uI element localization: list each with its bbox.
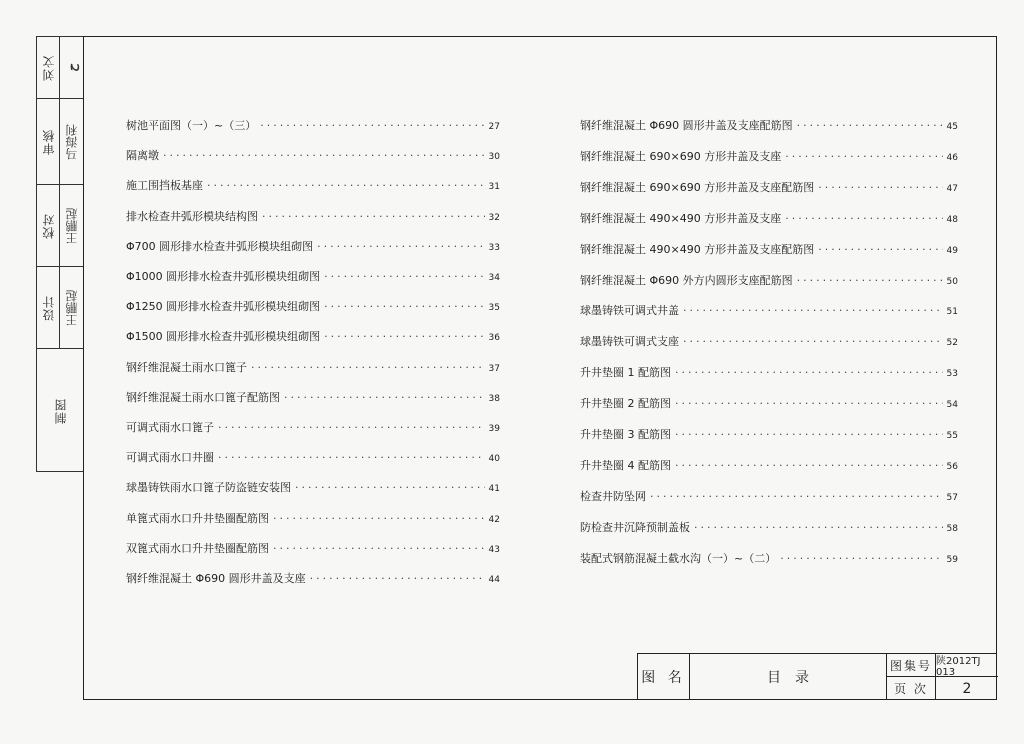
toc-entry-title: 单篦式雨水口升井垫圈配筋图 bbox=[126, 511, 269, 525]
strip-signature: ح bbox=[64, 63, 79, 72]
toc-entry-page: 50 bbox=[946, 276, 958, 287]
toc-entry-title: 球墨铸铁可调式井盖 bbox=[580, 304, 679, 318]
toc-leader-dots bbox=[675, 428, 943, 441]
toc-entry-page: 54 bbox=[946, 400, 958, 411]
toc-entry-page: 49 bbox=[946, 245, 958, 256]
toc-entry bbox=[580, 488, 958, 504]
toc-entry bbox=[580, 241, 958, 257]
toc-entry bbox=[580, 364, 958, 380]
strip-name: 王鹏起 bbox=[65, 289, 79, 326]
strip-name: 刘文 bbox=[37, 37, 60, 98]
toc-entry-title: 装配式钢筋混凝土截水沟（一）~（二） bbox=[580, 551, 777, 565]
toc-entry-page: 27 bbox=[488, 122, 500, 132]
toc-entry-title: 可调式雨水口篦子 bbox=[126, 421, 214, 434]
toc-leader-dots bbox=[284, 391, 485, 404]
toc-leader-dots bbox=[262, 210, 485, 223]
toc-entry-page: 53 bbox=[946, 369, 958, 380]
toc-leader-dots bbox=[797, 119, 943, 132]
toc-entry-title: 钢纤维混凝土 Φ690 圆形井盖及支座 bbox=[126, 572, 306, 585]
toc-entry bbox=[126, 117, 500, 133]
toc-entry-page: 57 bbox=[946, 492, 958, 503]
toc-entry bbox=[126, 510, 500, 526]
toc-entry bbox=[126, 479, 500, 495]
toc-entry bbox=[126, 268, 500, 284]
toc-leader-dots bbox=[675, 366, 943, 379]
toc-leader-dots bbox=[675, 397, 943, 410]
strip-label: 审核 bbox=[37, 99, 60, 184]
atlas-number-row bbox=[887, 654, 998, 677]
toc-leader-dots bbox=[163, 149, 485, 162]
toc-entry-page: 31 bbox=[488, 182, 500, 193]
toc-leader-dots bbox=[650, 490, 943, 503]
toc-leader-dots bbox=[694, 521, 943, 534]
strip-name: 王鹏起 bbox=[65, 207, 79, 244]
toc-entry-title: Φ700 圆形排水检查井弧形模块组砌图 bbox=[126, 239, 314, 253]
toc-entry-page: 34 bbox=[488, 273, 500, 283]
toc-entry bbox=[126, 328, 500, 344]
toc-entry bbox=[126, 389, 500, 405]
toc-entry-page: 41 bbox=[488, 484, 500, 495]
toc-leader-dots bbox=[785, 150, 942, 163]
toc-entry-title: 施工围挡板基座 bbox=[126, 179, 203, 193]
strip-label: 校对 bbox=[37, 185, 60, 266]
toc-entry-page: 35 bbox=[488, 303, 500, 314]
toc-entry-title: Φ1500 圆形排水检查井弧形模块组砌图 bbox=[126, 330, 321, 344]
page-number-value: 2 bbox=[962, 680, 972, 697]
toc-entry-title: 钢纤维混凝土雨水口篦子配筋图 bbox=[126, 390, 280, 404]
strip-row-2 bbox=[37, 99, 83, 185]
toc-leader-dots bbox=[818, 243, 942, 256]
toc-entry-page: 58 bbox=[946, 523, 958, 534]
toc-leader-dots bbox=[797, 274, 943, 287]
toc-entry-title: 钢纤维混凝土 690×690 方形井盖及支座配筋图 bbox=[580, 180, 815, 194]
toc-entry-title: 检查井防坠网 bbox=[580, 489, 646, 503]
toc-entry-page: 42 bbox=[488, 514, 500, 525]
toc-entry-page: 56 bbox=[946, 461, 958, 472]
toc-entry bbox=[126, 540, 500, 556]
atlas-number-value: 陕2012TJ 013 bbox=[936, 656, 981, 678]
toc-entry bbox=[580, 550, 958, 566]
toc-leader-dots bbox=[273, 542, 485, 555]
toc-entry-title: 钢纤维混凝土 Φ690 圆形井盖及支座配筋图 bbox=[580, 119, 793, 132]
toc-leader-dots bbox=[251, 361, 485, 374]
toc-entry bbox=[580, 302, 958, 318]
toc-entry-title: 钢纤维混凝土 490×490 方形井盖及支座 bbox=[580, 211, 782, 225]
toc-leader-dots bbox=[675, 459, 943, 472]
toc-entry-page: 55 bbox=[946, 431, 958, 441]
toc-entry-page: 45 bbox=[946, 122, 958, 132]
toc-entry bbox=[580, 179, 958, 195]
toc-entry-page: 32 bbox=[488, 212, 500, 223]
toc-entry bbox=[580, 519, 958, 535]
toc-leader-dots bbox=[683, 335, 943, 348]
toc-entry-title: Φ1000 圆形排水检查井弧形模块组砌图 bbox=[126, 270, 321, 283]
toc-entry-title: 钢纤维混凝土 490×490 方形井盖及支座配筋图 bbox=[580, 242, 815, 256]
toc-entry-page: 52 bbox=[946, 338, 958, 349]
toc-entry-page: 40 bbox=[488, 454, 500, 465]
strip-row-3 bbox=[37, 185, 83, 267]
strip-name: 马海利 bbox=[65, 123, 79, 160]
toc-leader-dots bbox=[780, 552, 942, 565]
toc-entry bbox=[580, 457, 958, 473]
toc-entry-title: 钢纤维混凝土雨水口篦子 bbox=[126, 360, 247, 374]
toc-entry-page: 39 bbox=[488, 424, 500, 434]
toc-leader-dots bbox=[683, 304, 943, 317]
toc-entry-title: 双篦式雨水口升井垫圈配筋图 bbox=[126, 541, 269, 555]
toc-entry-title: 树池平面图（一）~（三） bbox=[126, 119, 257, 132]
toc-leader-dots bbox=[207, 179, 485, 192]
toc-entry bbox=[126, 419, 500, 435]
toc-entry-page: 46 bbox=[946, 152, 958, 163]
toc-entry bbox=[126, 298, 500, 314]
toc-leader-dots bbox=[324, 330, 484, 343]
title-block bbox=[637, 653, 997, 700]
page-number-row bbox=[887, 677, 998, 700]
toc-entry-page: 59 bbox=[946, 554, 958, 565]
toc-entry bbox=[580, 426, 958, 442]
toc-leader-dots bbox=[295, 481, 485, 494]
toc-entry-page: 47 bbox=[946, 183, 958, 194]
title-block-name-value: 目 录 bbox=[690, 654, 887, 700]
toc-entry bbox=[580, 272, 958, 288]
toc-entry bbox=[580, 210, 958, 226]
page-number-label: 页 次 bbox=[887, 677, 936, 700]
toc-entry-title: 升井垫圈 4 配筋图 bbox=[580, 458, 671, 472]
toc-entry-title: 升井垫圈 1 配筋图 bbox=[580, 366, 671, 380]
strip-row-5 bbox=[37, 349, 83, 473]
title-block-name-label: 图 名 bbox=[638, 654, 690, 700]
toc-leader-dots bbox=[324, 270, 484, 283]
toc-leader-dots bbox=[218, 451, 485, 464]
toc-leader-dots bbox=[218, 421, 485, 434]
toc-entry bbox=[126, 570, 500, 586]
toc-leader-dots bbox=[260, 119, 484, 132]
toc-leader-dots bbox=[273, 512, 485, 525]
toc-entry-title: Φ1250 圆形排水检查井弧形模块组砌图 bbox=[126, 300, 321, 314]
toc-entry-title: 排水检查井弧形模块结构图 bbox=[126, 209, 258, 223]
toc-entry bbox=[126, 359, 500, 375]
strip-label: 制图 bbox=[53, 398, 68, 424]
toc-entry-title: 升井垫圈 2 配筋图 bbox=[580, 397, 671, 411]
atlas-number-label: 图集号 bbox=[887, 654, 936, 676]
toc-entry-title: 钢纤维混凝土 690×690 方形井盖及支座 bbox=[580, 149, 782, 163]
toc-entry-page: 38 bbox=[488, 393, 500, 404]
toc-leader-dots bbox=[324, 300, 484, 313]
toc-leader-dots bbox=[317, 240, 484, 253]
toc-entry-page: 44 bbox=[488, 575, 500, 585]
toc-entry bbox=[126, 147, 500, 163]
toc-entry-title: 升井垫圈 3 配筋图 bbox=[580, 428, 671, 441]
toc-entry-page: 33 bbox=[488, 242, 500, 253]
approval-strip bbox=[36, 36, 83, 472]
toc-entry bbox=[126, 449, 500, 465]
toc-entry-title: 隔离墩 bbox=[126, 149, 159, 163]
strip-row-4 bbox=[37, 267, 83, 349]
toc-entry-page: 36 bbox=[488, 333, 500, 344]
toc-entry-page: 51 bbox=[946, 307, 958, 318]
toc-entry-title: 球墨铸铁雨水口篦子防盗链安装图 bbox=[126, 481, 291, 495]
toc-leader-dots bbox=[785, 212, 942, 225]
strip-row-1 bbox=[37, 37, 83, 99]
toc-entry-page: 37 bbox=[488, 363, 500, 374]
toc-entry-title: 防检查井沉降预制盖板 bbox=[580, 520, 690, 534]
toc-entry bbox=[580, 395, 958, 411]
toc-entry bbox=[580, 148, 958, 164]
strip-label: 设计 bbox=[37, 267, 60, 348]
toc-entry-title: 钢纤维混凝土 Φ690 外方内圆形支座配筋图 bbox=[580, 273, 793, 287]
toc-entry-page: 30 bbox=[488, 152, 500, 163]
toc-leader-dots bbox=[310, 572, 485, 585]
toc-entry-page: 48 bbox=[946, 214, 958, 225]
toc-entry-title: 可调式雨水口井圈 bbox=[126, 451, 214, 465]
toc-leader-dots bbox=[818, 181, 942, 194]
toc-entry bbox=[580, 333, 958, 349]
toc-entry-title: 球墨铸铁可调式支座 bbox=[580, 335, 679, 349]
toc-entry bbox=[580, 117, 958, 133]
toc-entry-page: 43 bbox=[488, 544, 500, 555]
toc-entry bbox=[126, 238, 500, 254]
toc-entry bbox=[126, 177, 500, 193]
toc-entry bbox=[126, 208, 500, 224]
